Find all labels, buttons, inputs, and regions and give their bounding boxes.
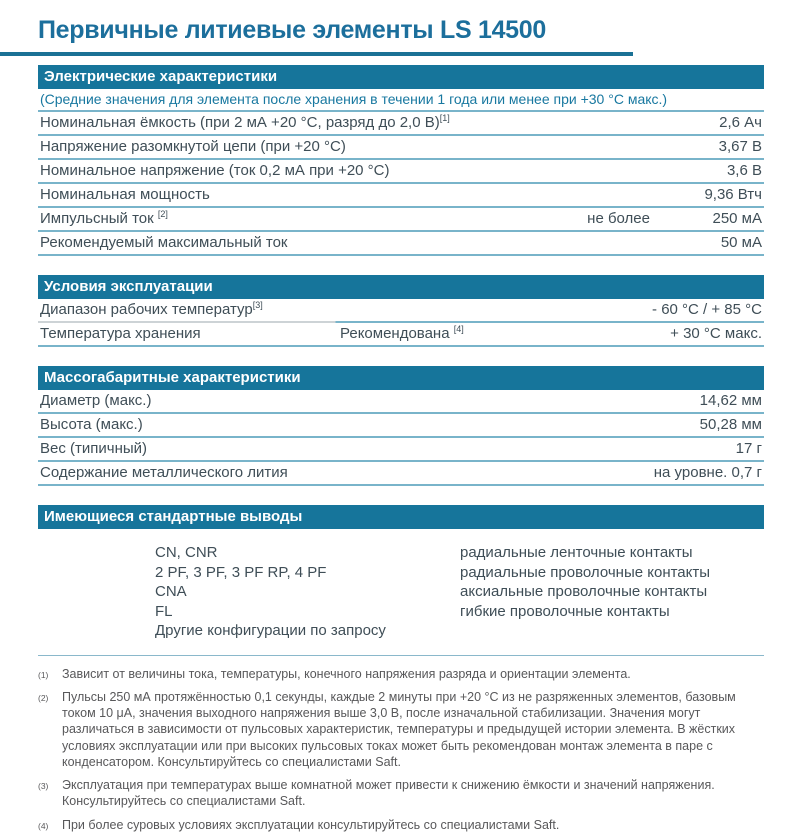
row-label	[40, 234, 670, 251]
row-value: на уровне. 0,7 г	[653, 464, 762, 481]
terminal-code: FL	[155, 602, 173, 620]
footnote-marker: (4)	[38, 820, 49, 831]
footnote-ref: [3]	[252, 300, 263, 310]
table-row	[38, 208, 764, 232]
row-value: 3,67 В	[718, 138, 762, 155]
row-label-text: Номинальное напряжение (ток 0,2 мА при +20 °C)	[40, 162, 390, 179]
table-row	[38, 323, 764, 347]
row-value: - 60 °C / + 85 °C	[652, 301, 762, 318]
terminal-description: радиальные ленточные контакты	[460, 544, 693, 561]
row-label-text: Температура хранения	[40, 325, 201, 342]
row-label	[40, 114, 670, 131]
footnotes	[38, 656, 764, 833]
row-note	[340, 325, 670, 342]
table-row	[38, 184, 764, 208]
list-item	[155, 563, 764, 583]
list-item	[155, 621, 764, 641]
terminal-description: радиальные проволочные контакты	[460, 563, 711, 581]
row-note: не более	[587, 210, 650, 227]
table-row	[38, 462, 764, 486]
row-value: 50 мА	[720, 234, 762, 251]
footnote-marker: (1)	[38, 669, 49, 680]
row-value: 3,6 В	[726, 162, 762, 179]
footnote	[38, 689, 764, 770]
row-value: 9,36 Втч	[704, 186, 762, 203]
footnote-text: Пульсы 250 мА протяжённостью 0,1 секунды, каждые 2 минуты при +20 °C из не разряженных элементов, базовым током 10 μА, значения выходного напряжения выше 3,0 В, после изначальной стабилизации. Значения могут различаться в зависимости от пульсовых характеристик, температуры и предыдущей истории элемента. В жёстких условиях эксплуатации или при высоких пульсовых токах может быть рекомендован монтаж элемента в паре с конденсатором. Консультируйтесь со специалистами Saft.	[62, 689, 736, 769]
table-row	[38, 390, 764, 414]
row-value: 250 мА	[712, 210, 762, 227]
table-row	[38, 232, 764, 256]
terminals-list	[38, 529, 764, 641]
terminal-description: аксиальные проволочные контакты	[460, 583, 708, 600]
row-value: + 30 °C макс.	[670, 325, 762, 342]
row-label	[40, 162, 670, 179]
electrical-subtitle: (Средние значения для элемента после хранения в течении 1 года или менее при +30 °C макс.)	[38, 89, 764, 112]
row-label	[40, 138, 670, 155]
row-value: 14,62 мм	[699, 392, 762, 409]
list-item	[155, 582, 764, 602]
table-row	[38, 438, 764, 462]
row-label-text: Номинальная мощность	[40, 186, 210, 203]
table-row	[38, 160, 764, 184]
footnote	[38, 817, 764, 833]
row-label-text: Рекомендуемый максимальный ток	[40, 234, 288, 251]
row-note-text: Рекомендована	[340, 325, 454, 342]
row-label-text: Диапазон рабочих температур	[40, 301, 253, 318]
footnote-text: Зависит от величины тока, температуры, конечного напряжения разряда и ориентации элемента.	[62, 666, 631, 681]
row-value: 2,6 Ач	[719, 114, 762, 131]
row-label: Содержание металлического лития	[40, 464, 288, 481]
footnote-ref: [2]	[157, 209, 168, 219]
row-label	[40, 301, 340, 318]
row-label: Вес (типичный)	[40, 440, 148, 457]
terminal-code: 2 PF, 3 PF, 3 PF RP, 4 PF	[155, 563, 327, 581]
table-row	[38, 414, 764, 438]
footnote	[38, 777, 764, 810]
row-label	[40, 210, 587, 227]
terminal-code: CN, CNR	[155, 544, 218, 561]
terminal-description: гибкие проволочные контакты	[460, 602, 670, 620]
row-label	[40, 325, 340, 342]
row-label-text: Напряжение разомкнутой цепи (при +20 °C)	[40, 138, 346, 155]
row-label: Диаметр (макс.)	[40, 392, 152, 409]
row-label-text: Номинальная ёмкость (при 2 мА +20 °C, разряд до 2,0 В)	[40, 114, 440, 131]
footnote-text: При более суровых условиях эксплуатации консультируйтесь со специалистами Saft.	[62, 817, 560, 832]
page-title: Первичные литиевые элементы LS 14500	[38, 16, 546, 44]
table-row	[38, 112, 764, 136]
section-header-mass: Массогабаритные характеристики	[38, 366, 764, 390]
row-label	[40, 186, 670, 203]
row-label-text: Импульсный ток	[40, 210, 158, 227]
list-item	[155, 543, 764, 563]
footnote	[38, 666, 764, 682]
footnote-marker: (3)	[38, 781, 49, 791]
table-row	[38, 299, 764, 323]
footnote-text: Эксплуатация при температурах выше комнатной может привести к снижению ёмкости и значений напряжения. Консультируйтесь со специалистами Saft.	[62, 778, 715, 809]
title-underline	[0, 52, 633, 56]
section-header-terminals: Имеющиеся стандартные выводы	[38, 505, 764, 529]
list-item	[155, 602, 764, 622]
section-header-operating: Условия эксплуатации	[38, 275, 764, 299]
row-value: 50,28 мм	[699, 416, 762, 433]
terminal-code: Другие конфигурации по запросу	[155, 622, 386, 639]
footnote-marker: (2)	[38, 692, 49, 703]
terminal-code: CNA	[155, 583, 187, 600]
table-row	[38, 136, 764, 160]
row-value: 17 г	[735, 440, 762, 457]
row-label: Высота (макс.)	[40, 416, 143, 433]
footnote-ref: [1]	[439, 113, 450, 123]
footnote-ref: [4]	[453, 324, 464, 334]
terminal-description	[460, 621, 764, 641]
section-header-electrical: Электрические характеристики	[38, 65, 764, 89]
